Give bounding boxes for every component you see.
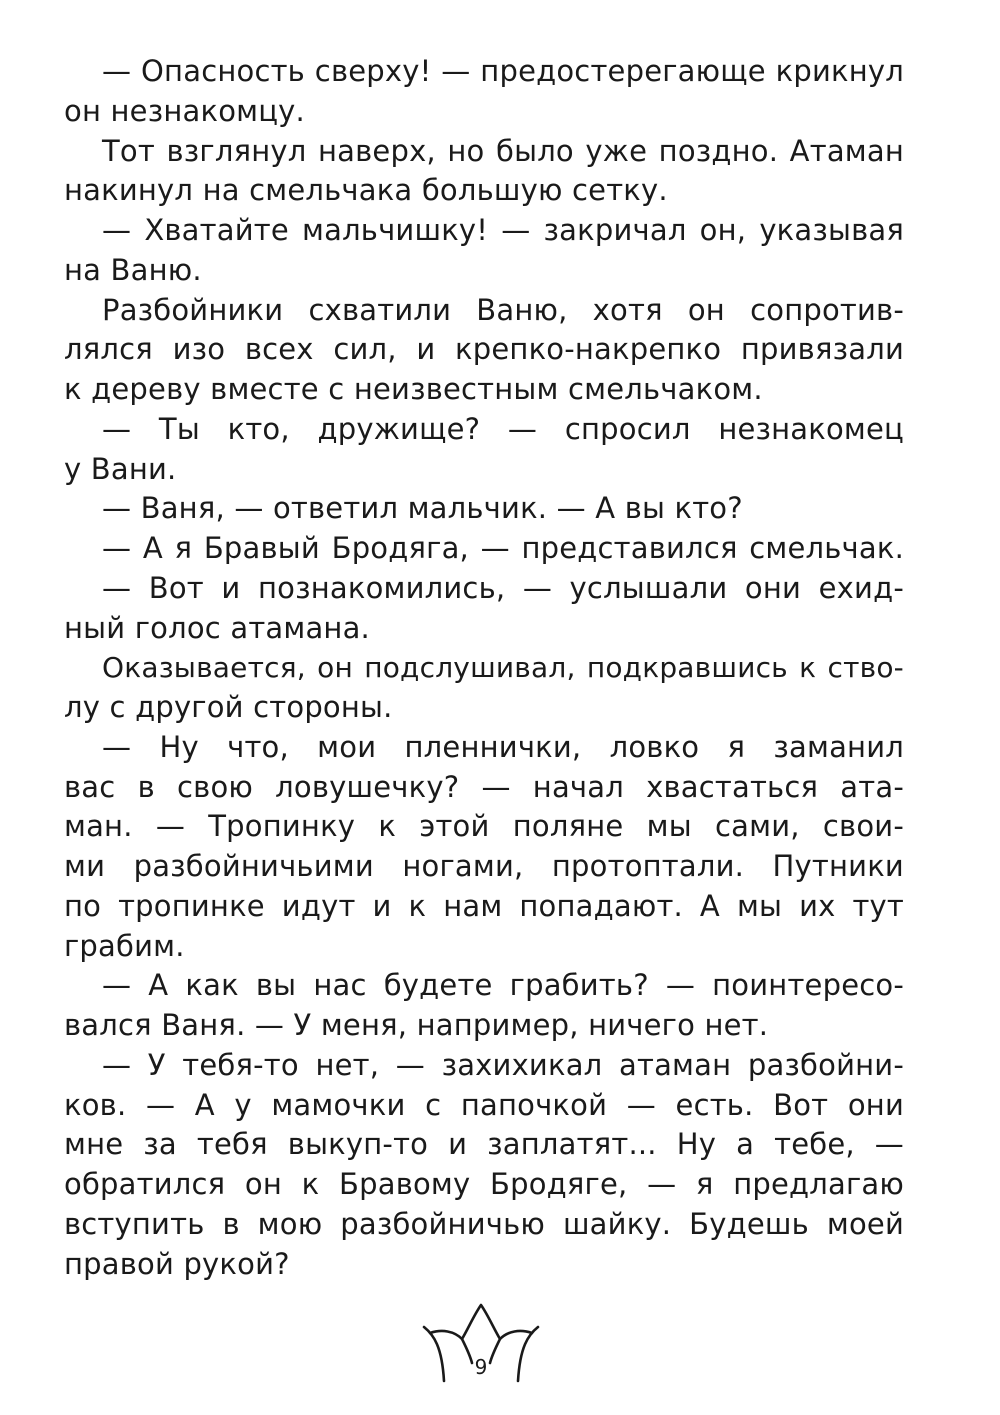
text-line: лу с другой стороны. bbox=[64, 690, 393, 724]
text-line: грабим. bbox=[64, 928, 185, 963]
text-line: ман. — Тропинку к этой поляне мы сами, свои- bbox=[64, 809, 904, 844]
text-line: на Ваню. bbox=[64, 252, 202, 287]
text-line: лялся изо всех сил, и крепко-накрепко привязали bbox=[64, 332, 904, 367]
text-line: — Ваня, — ответил мальчик. — А вы кто? bbox=[102, 491, 743, 526]
text-line: Оказывается, он подслушивал, подкравшись к ство- bbox=[102, 651, 904, 685]
text-line: — Ты кто, дружище? — спросил незнакомец bbox=[102, 411, 904, 446]
text-line: — Хватайте мальчишку! — закричал он, указывая bbox=[102, 213, 904, 247]
text-line: вступить в мою разбойничью шайку. Будешь моей bbox=[64, 1206, 904, 1241]
text-line: — Вот и познакомились, — услышали они ехид- bbox=[102, 570, 904, 605]
text-line: — А как вы нас будете грабить? — поинтересо- bbox=[102, 968, 904, 1003]
page-number: 9 bbox=[474, 1355, 488, 1379]
text-line: накинул на смельчака большую сетку. bbox=[64, 173, 668, 208]
text-line: у Вани. bbox=[64, 451, 177, 486]
text-line: — А я Бравый Бродяга, — представился смельчак. bbox=[102, 531, 904, 565]
text-line: по тропинке идут и к нам попадают. А мы их тут bbox=[64, 888, 904, 923]
text-line: ный голос атамана. bbox=[64, 610, 370, 645]
text-line: — У тебя-то нет, — захихикал атаман разбойни- bbox=[102, 1047, 904, 1082]
body-text bbox=[64, 52, 904, 1284]
text-line: обратился он к Бравому Бродяге, — я предлагаю bbox=[64, 1167, 904, 1201]
text-line: он незнакомцу. bbox=[64, 93, 305, 128]
text-line: Разбойники схватили Ваню, хотя он сопротив- bbox=[102, 292, 904, 327]
text-line: ми разбойничьими ногами, протоптали. Путники bbox=[64, 849, 904, 883]
text-line: правой рукой? bbox=[64, 1246, 290, 1281]
text-line: — Опасность сверху! — предостерегающе крикнул bbox=[102, 54, 904, 88]
text-line: вался Ваня. — У меня, например, ничего нет. bbox=[64, 1008, 769, 1042]
text-line: Тот взглянул наверх, но было уже поздно. Атаман bbox=[102, 133, 904, 168]
text-line: — Ну что, мои пленнички, ловко я заманил bbox=[102, 729, 904, 764]
crown-ornament-icon bbox=[420, 1303, 542, 1395]
text-line: мне за тебя выкуп-то и заплатят... Ну а тебе, — bbox=[64, 1127, 904, 1162]
page-footer bbox=[420, 1303, 542, 1395]
text-line: вас в свою ловушечку? — начал хвастаться ата- bbox=[64, 769, 904, 804]
text-line: ков. — А у мамочки с папочкой — есть. Вот они bbox=[64, 1087, 904, 1122]
text-line: к дереву вместе с неизвестным смельчаком. bbox=[64, 372, 763, 406]
